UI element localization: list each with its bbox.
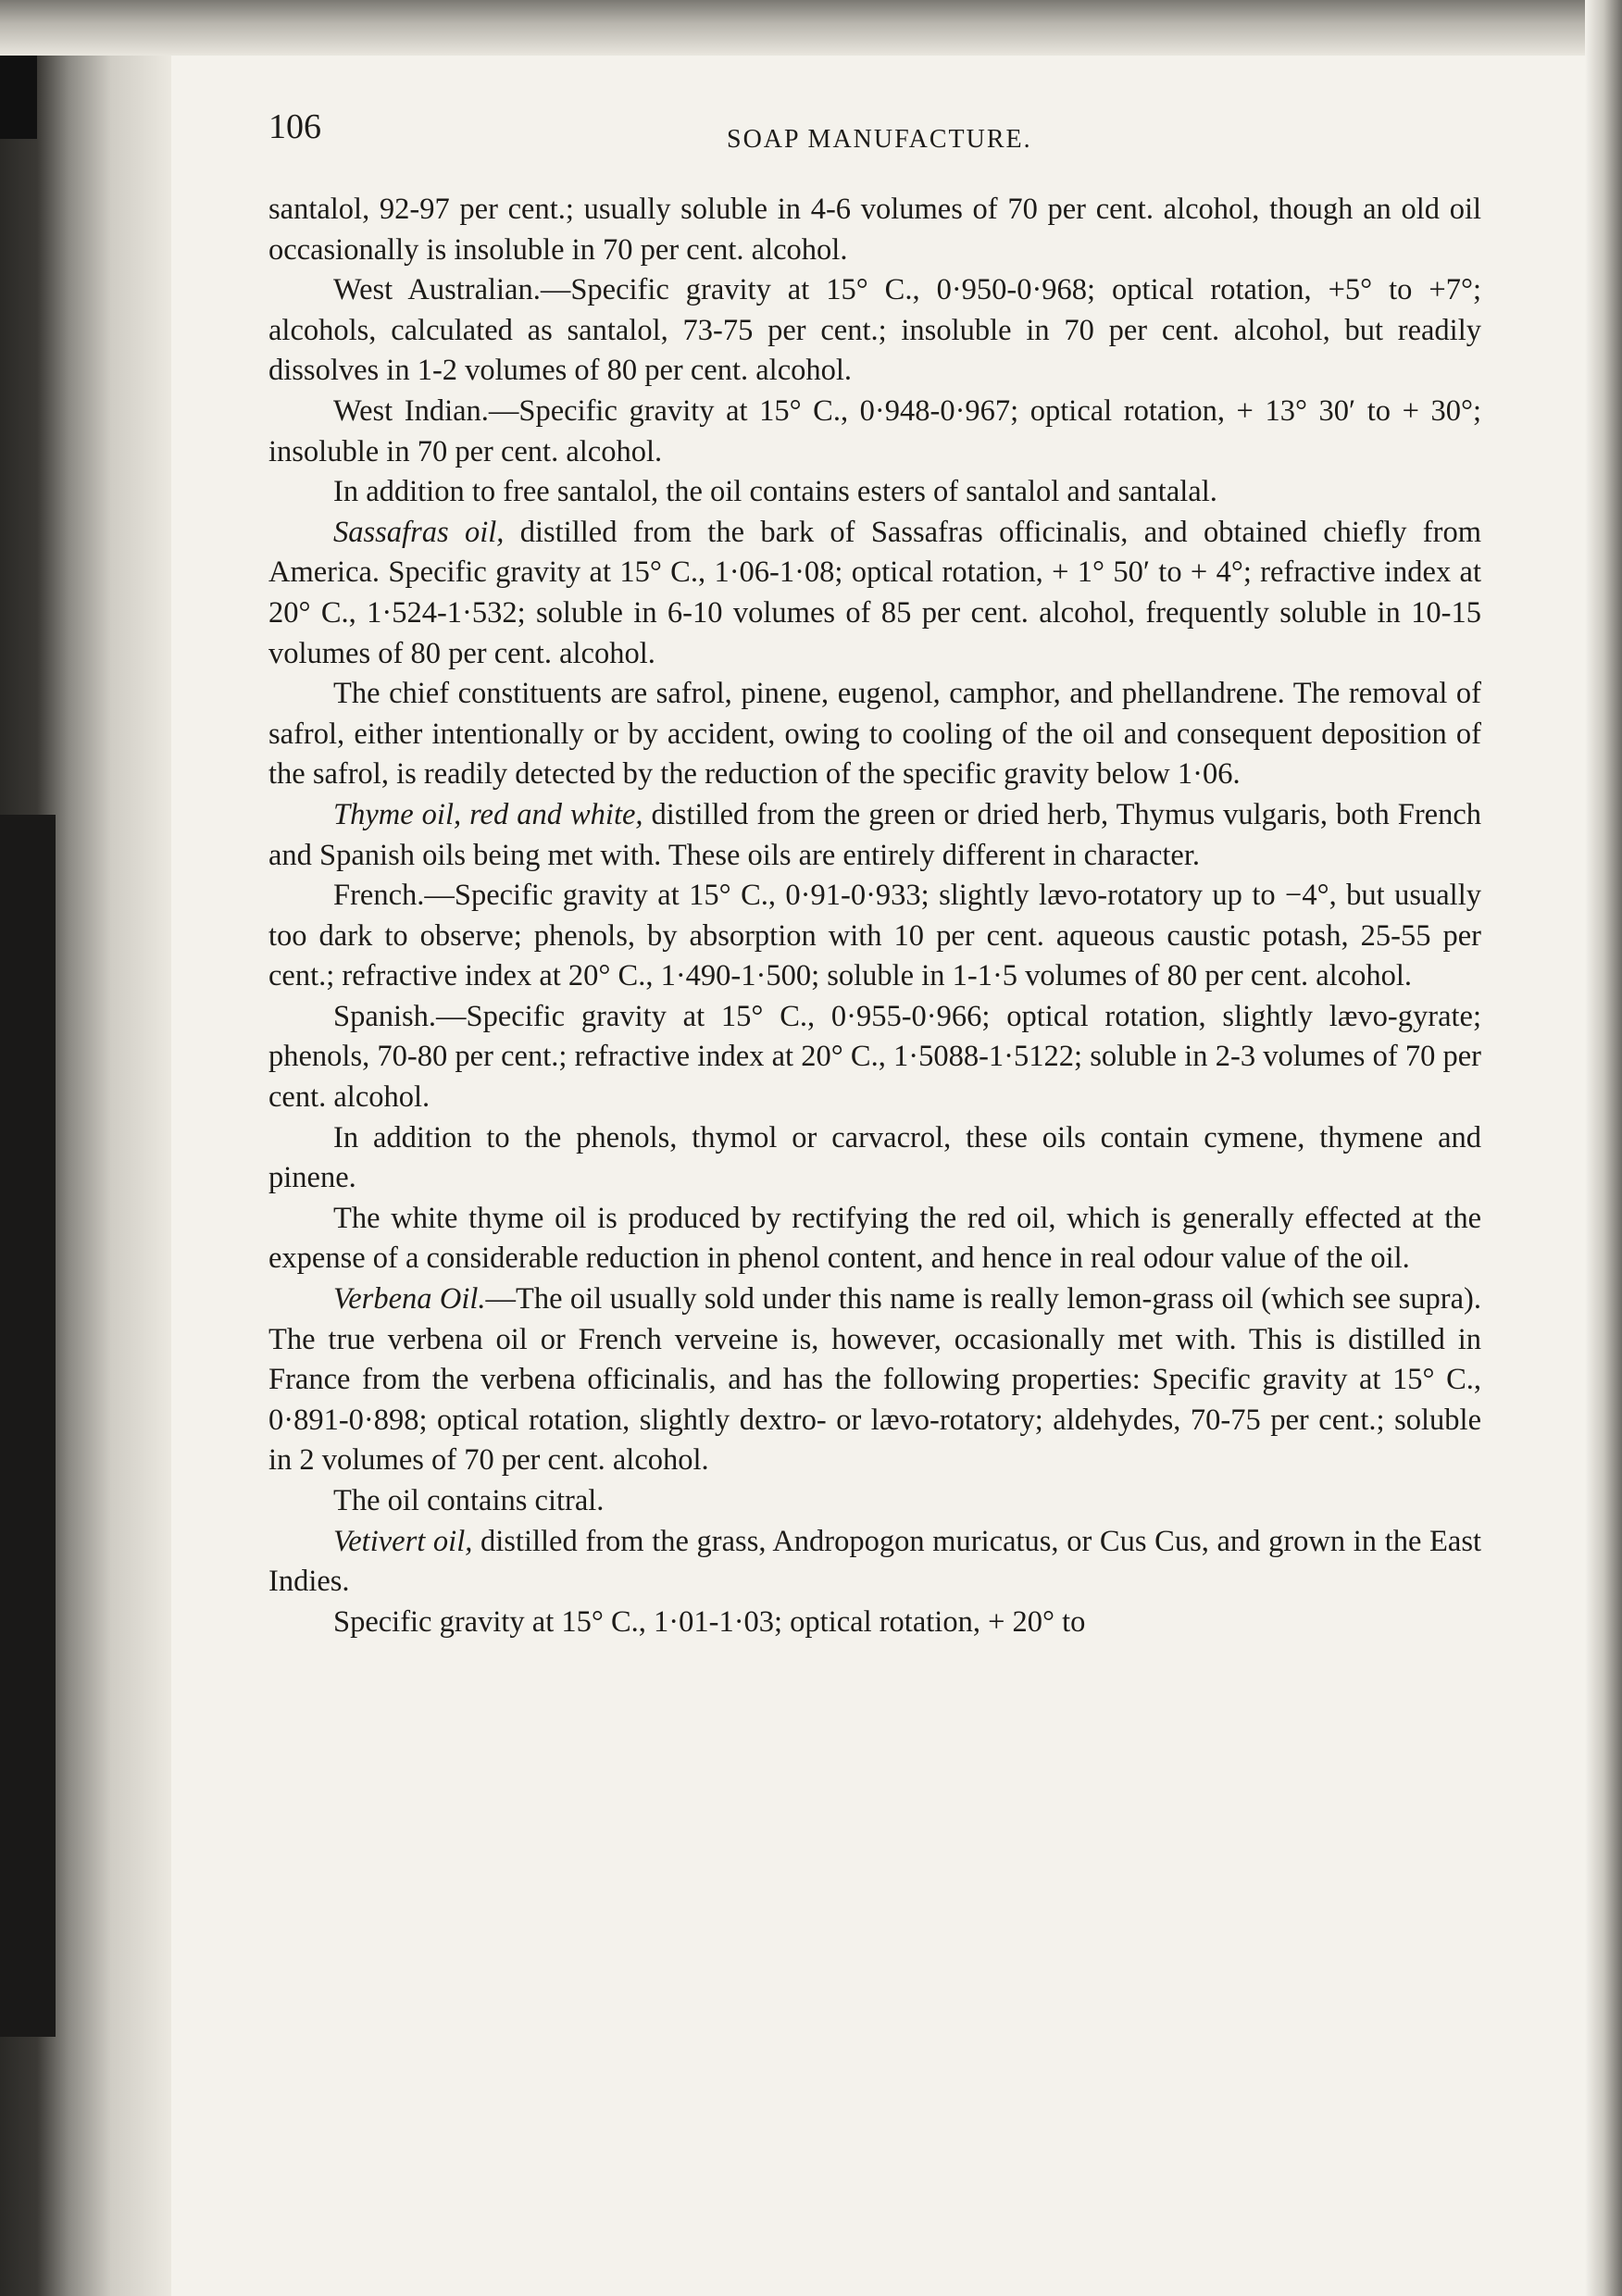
paragraph-text: The oil contains citral.	[333, 1484, 605, 1517]
paragraph	[268, 190, 1481, 270]
scan-shadow-binding	[0, 815, 56, 2037]
paragraph-text: —The oil usually sold under this name is really lemon-grass oil (which see supra). The true verbena oil or French verveine is, however, occasionally met with. This is distilled in France from the verbena officinalis, and has the following properties: Specific gravity at 15° C., 0·891-0·898; optical rotation, slightly dextro- or lævo-rotatory; aldehydes, 70-75 per cent.; soluble in 2 volumes of 70 per cent. alcohol.	[268, 1282, 1481, 1478]
paragraph-text: distilled from the grass, Andropogon muricatus, or Cus Cus, and grown in the East Indies.	[268, 1524, 1482, 1599]
paragraph-text: The chief constituents are safrol, pinene, eugenol, camphor, and phellandrene. The removal of safrol, either intentionally or by accident, owing to cooling of the oil and consequent deposition of the safrol, is readily detected by the reduction of the specific gravity below 1·06.	[268, 677, 1481, 792]
page-header	[268, 106, 1481, 190]
scan-edge-right	[1585, 0, 1622, 2296]
paragraph	[268, 876, 1481, 997]
paragraph	[268, 795, 1481, 876]
paragraph-text: In addition to free santalol, the oil contains esters of santalol and santalal.	[333, 475, 1217, 509]
paragraph	[268, 513, 1481, 674]
body-text	[268, 190, 1481, 1642]
paragraph-text: santalol, 92-97 per cent.; usually soluble in 4-6 volumes of 70 per cent. alcohol, though an old oil occasionally is insoluble in 70 per cent. alcohol.	[268, 193, 1481, 267]
paragraph-text: distilled from the green or dried herb, Thymus vulgaris, both French and Spanish oils being met with. These oils are entirely different in character.	[268, 797, 1482, 872]
paragraph-lead: Verbena Oil.	[333, 1282, 486, 1316]
running-title: SOAP MANUFACTURE.	[727, 125, 1032, 154]
paragraph	[268, 392, 1481, 472]
paragraph	[268, 1522, 1481, 1603]
paragraph-lead: Thyme oil, red and white,	[333, 797, 643, 831]
paragraph	[268, 1481, 1481, 1522]
page-number: 106	[268, 107, 321, 146]
paragraph-text: distilled from the bark of Sassafras officinalis, and obtained chiefly from America. Specific gravity at 15° C., 1·06-1·08; optical rotation, + 1° 50′ to + 4°; refractive index at 20° C., 1·524-1·532; soluble in 6-10 volumes of 85 per cent. alcohol, frequently soluble in 10-15 volumes of 80 per cent. alcohol.	[268, 515, 1481, 670]
paragraph	[268, 1603, 1481, 1643]
paragraph-text: West Indian.—Specific gravity at 15° C., 0·948-0·967; optical rotation, + 13° 30′ to + 30°; insoluble in 70 per cent. alcohol.	[268, 393, 1481, 468]
paragraph	[268, 472, 1481, 513]
book-page	[268, 106, 1481, 1642]
paragraph-text: In addition to the phenols, thymol or carvacrol, these oils contain cymene, thymene and pinene.	[268, 1120, 1481, 1195]
paragraph-text: West Australian.—Specific gravity at 15° C., 0·950-0·968; optical rotation, +5° to +7°; alcohols, calculated as santalol, 73-75 per cent.; insoluble in 70 per cent. alcohol, but readily dissolves in 1-2 volumes of 80 per cent. alcohol.	[268, 273, 1481, 388]
paragraph	[268, 674, 1481, 795]
paragraph	[268, 1118, 1481, 1199]
paragraph-text: Spanish.—Specific gravity at 15° C., 0·955-0·966; optical rotation, slightly lævo-gyrate; phenols, 70-80 per cent.; refractive index at 20° C., 1·5088-1·5122; soluble in 2-3 volumes of 70 per cent. alcohol.	[268, 999, 1481, 1115]
paragraph-lead: Vetivert oil,	[333, 1524, 473, 1558]
paragraph	[268, 1199, 1481, 1279]
paragraph	[268, 270, 1481, 392]
paragraph-text: Specific gravity at 15° C., 1·01-1·03; optical rotation, + 20° to	[333, 1604, 1086, 1639]
paragraph-text: French.—Specific gravity at 15° C., 0·91-0·933; slightly lævo-rotatory up to −4°, but usually too dark to observe; phenols, by absorption with 10 per cent. aqueous caustic potash, 25-55 per cent.; refractive index at 20° C., 1·490-1·500; soluble in 1-1·5 volumes of 80 per cent. alcohol.	[268, 879, 1481, 993]
scan-edge-top	[0, 0, 1622, 56]
paragraph	[268, 997, 1481, 1118]
paragraph	[268, 1279, 1481, 1481]
paragraph-lead: Sassafras oil,	[333, 515, 505, 549]
paragraph-text: The white thyme oil is produced by rectifying the red oil, which is generally effected at the expense of a considerable reduction in phenol content, and hence in real odour value of the oil.	[268, 1201, 1481, 1276]
